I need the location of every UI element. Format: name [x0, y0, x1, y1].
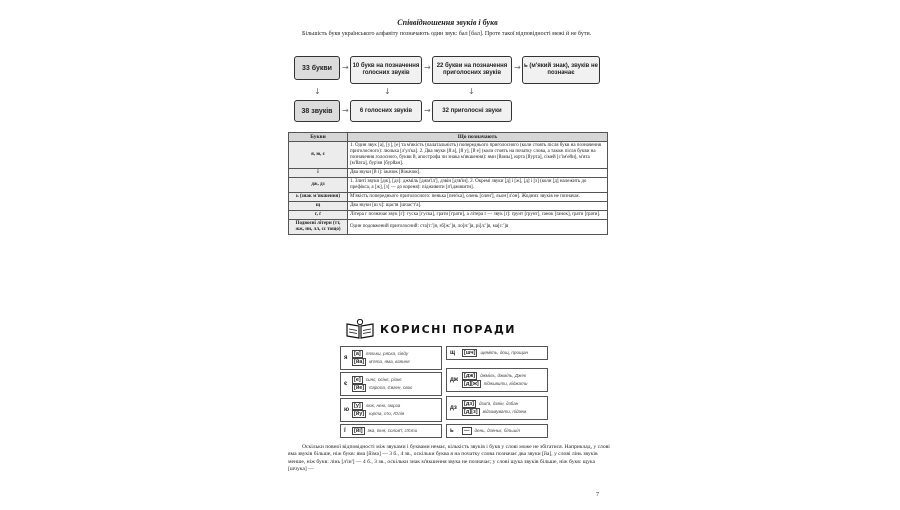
banner-title: КОРИСНІ ПОРАДИ — [380, 322, 516, 336]
arrow-icon: → — [342, 106, 349, 115]
table-cell-key: щ — [289, 202, 348, 211]
tip-sound: [йі] — [354, 428, 363, 434]
tip-example: ляльки, ряска, сіяду — [365, 351, 409, 356]
tip-example: дзиґа, дзвін, дзбан — [478, 401, 519, 406]
page-title: Співвідношення звуків і букв — [397, 18, 498, 27]
table-cell-key: ї — [289, 169, 348, 178]
page-number: 7 — [596, 492, 599, 498]
table-cell-value: М'якість попереднього приголосного: пенька [пен'ка], олень [олен'], льон [л'он]. Жодних звуків не позначає. — [348, 193, 608, 202]
tip-letter: дз — [450, 405, 457, 411]
tip-card-soft-sign — [446, 424, 548, 438]
intro-paragraph: Більшість букв українського алфавіту позначають один звук: бал [бал]. Проте такої відповідності межі й не бути. — [302, 31, 592, 37]
tip-example: м'ята, яма, взяння — [369, 359, 410, 364]
table-row — [289, 211, 608, 220]
table-header-row — [289, 133, 608, 142]
diagram-box-soft-sign: ь (м'який знак), звуків не позначає — [522, 56, 600, 84]
tip-sound: [д][ж] — [464, 381, 479, 387]
table-cell-value: Два звуки [ш ч]: щастя [шчас'т'а]. — [348, 202, 608, 211]
document-page — [280, 8, 615, 503]
table-row — [289, 202, 608, 211]
tip-example: синє, осінє, різнє — [365, 377, 402, 382]
tip-sound: [е] — [354, 377, 361, 383]
table-cell-key: дж, дз — [289, 178, 348, 193]
tip-letter: ї — [344, 428, 346, 434]
arrow-down-icon: ↓ — [314, 87, 321, 96]
diagram-box-consonant-letters: 22 букви на позначення приголосних звуків — [432, 56, 512, 84]
tip-letter: щ — [450, 350, 456, 356]
tip-letter: ь — [450, 428, 454, 434]
tip-example: відзимувати, підзем — [482, 409, 527, 414]
table-row — [289, 142, 608, 169]
table-row — [289, 169, 608, 178]
table-cell-value: Один подовжений приголосний: ста[т:']я, зб[ж:']я, ло[н:']я, рі[л:']я, ма[с:']я — [348, 220, 608, 235]
diagram-box-sounds: 38 звуків — [294, 100, 340, 122]
table-header: Букви — [289, 133, 348, 142]
tip-sound: [д][з] — [464, 409, 478, 415]
arrow-down-icon: ↓ — [384, 87, 391, 96]
table-cell-key: ь (знак м'якшення) — [289, 193, 348, 202]
arrow-icon: → — [342, 63, 349, 72]
open-book-bulb-icon — [346, 319, 374, 339]
tip-example: щеміть, дощ, прощан — [480, 350, 529, 355]
tip-example: підживити, віджати — [483, 381, 528, 386]
diagram-box-vowel-letters: 10 букв на позначення голосних звуків — [350, 56, 422, 84]
tip-card-yu — [340, 398, 442, 422]
table-cell-value: 1. Злиті звуки [дж], [дз]: джміль [джм'іл'], дзвін [дзв'ін]. 2. Окремі звуки [д] і [ж], [д] і [з] (коли [д] належить до префікса, а [ж], [з] — до кореня): підживити [п'ідживити]. — [348, 178, 608, 193]
tip-example: джміль, джміль, Джек — [480, 373, 527, 378]
arrow-icon: → — [514, 63, 521, 72]
table-cell-key: я, ю, є — [289, 142, 348, 169]
table-cell-key: Подвоєні літери (тт, жж, нн, лл, сс тощо) — [289, 220, 348, 235]
arrow-down-icon: ↓ — [468, 87, 475, 96]
tip-letter: дж — [450, 377, 459, 383]
tip-example: їжа, їхня, солов'ї, з'їсти — [367, 428, 418, 433]
useful-tips-banner — [346, 318, 516, 340]
table-cell-value: Два звуки [й і]: їжачок [йіжачок]. — [348, 169, 608, 178]
letters-table — [288, 132, 608, 235]
tip-sound: [у] — [354, 403, 361, 409]
table-header: Що позначають — [348, 133, 608, 142]
tip-card-ya — [340, 346, 442, 370]
tip-sound: [а] — [354, 351, 361, 357]
tip-sound: [шч] — [464, 350, 476, 356]
diagram-box-vowel-sounds: 6 голосних звуків — [350, 100, 422, 122]
diagram-box-letters: 33 букви — [294, 56, 340, 80]
tip-card-dzh — [446, 368, 548, 392]
tip-card-ye — [340, 372, 442, 396]
table-row — [289, 178, 608, 193]
closing-paragraph: Оскільки повної відповідності між звуками і буквами немає, кількість звуків і букв у слові може не збігатися. Наприклад, у слові яма звуків більше, ніж букв: яма [йіма] — 3 б., 4 зв., оскільки буква я на початку слова позначає два звуки [йа], у слові лінь звуків менше, ніж букв: лінь [л'ін'] — 4 б., 3 зв., оскільки знак м'якшення звука не позначає; у слові щука звуків більше, ніж букв: щука [шчука] — — [288, 444, 610, 473]
tip-sound: [йа] — [354, 359, 365, 365]
tip-card-dz — [446, 396, 548, 420]
tip-example: день, дзеньк, більшіл — [474, 428, 520, 433]
arrow-icon: → — [424, 63, 431, 72]
tip-sound: — — [464, 428, 470, 434]
table-row — [289, 220, 608, 235]
tip-example: Європа, Євген, своє — [369, 385, 413, 390]
tip-letter: я — [344, 355, 348, 361]
tip-sound: [йе] — [354, 385, 365, 391]
table-cell-key: г, ґ — [289, 211, 348, 220]
tip-card-yi — [340, 424, 442, 438]
arrow-icon: → — [424, 106, 431, 115]
tip-letter: є — [344, 381, 348, 387]
tip-example: юрта, п'ю, Юлія — [369, 411, 405, 416]
table-cell-value: Літера г позначає звук [г]: гуска [гуска], грати [грати], а літера ґ — звук [ґ]: ґрунт [ґрунт], ґанок [ґанок], ґрати [ґрати]. — [348, 211, 608, 220]
table-cell-value: 1. Один звук [а], [у], [е] та м'якість (палатальність) попереднього приголосного (коли стоять після букв на позначення приголосного): люлька [л'ул'ка]. 2. Два звуки [й а], [й у], [й е] (коли стоять на початку слова, а також після букви на позначення голосного, букви й, апострофа чи знака м'якшення): ями [йамы], юрта [йурта], сімей [с'ім'ейи], м'ята [м'йата], бур'ян [бурйан]. — [348, 142, 608, 169]
tip-card-shch — [446, 346, 548, 360]
diagram-box-consonant-sounds: 32 приголосні звуки — [432, 100, 512, 122]
tip-sound: [дз] — [464, 401, 474, 407]
tip-sound: [дж] — [464, 373, 476, 379]
tip-letter: ю — [344, 407, 350, 413]
tip-sound: [йу] — [354, 411, 365, 417]
tip-example: люк, нею, зюрза — [365, 403, 401, 408]
table-row — [289, 193, 608, 202]
